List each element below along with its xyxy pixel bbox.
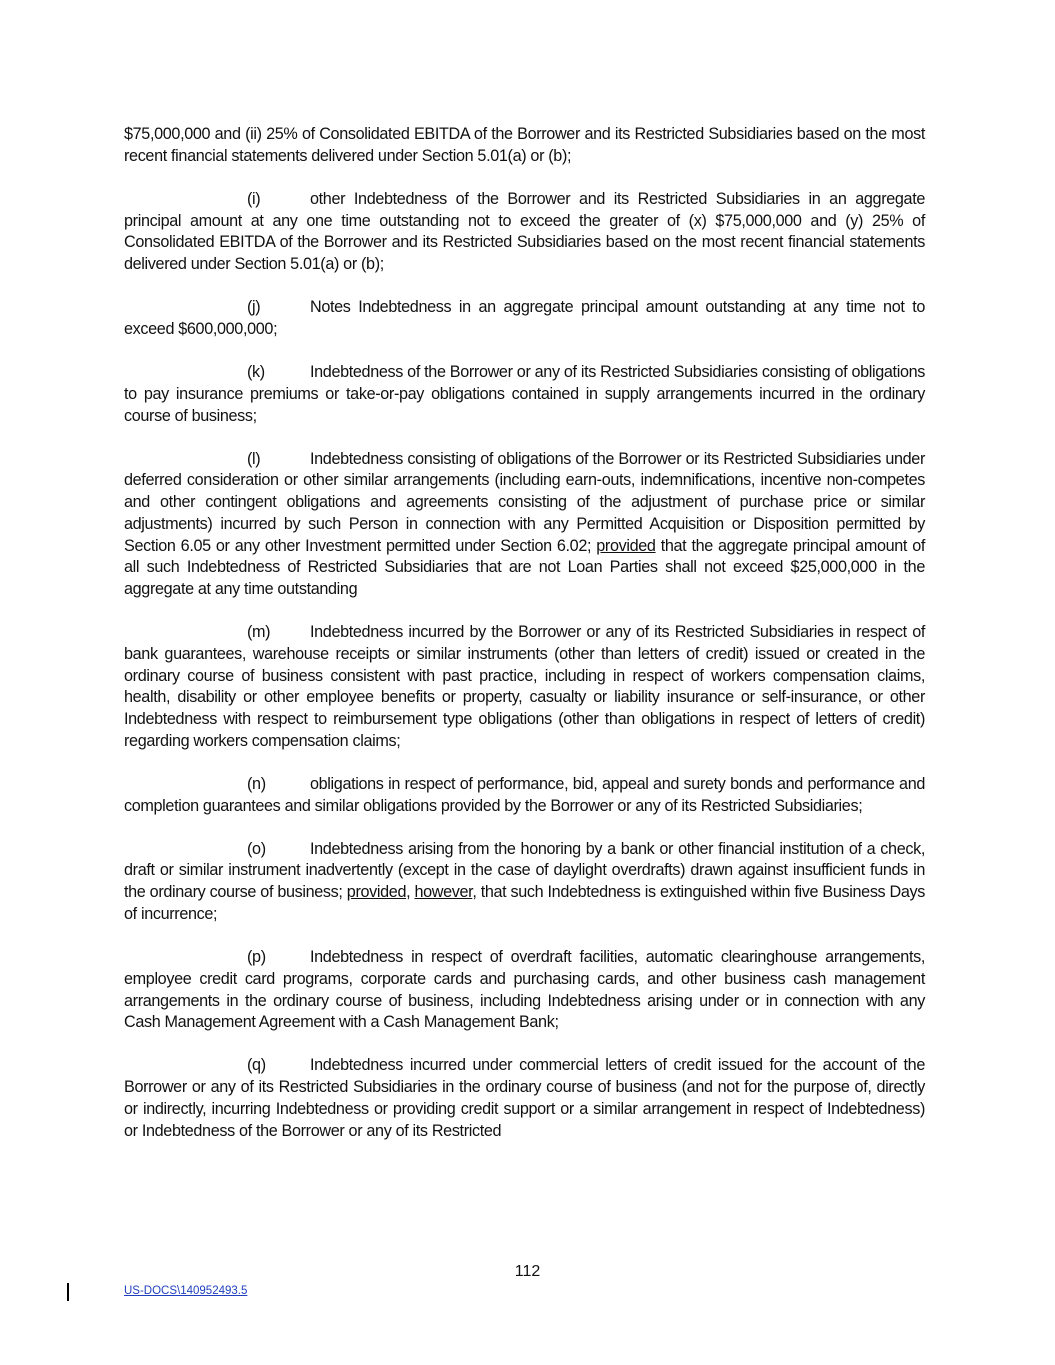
document-id-link[interactable]: US-DOCS\140952493.5: [124, 1285, 248, 1297]
clause-q: [124, 1055, 925, 1142]
clause-label: (k): [247, 363, 265, 382]
separator: ,: [406, 883, 411, 902]
clause-text: Indebtedness consisting of obligations of the Borrower or its Restricted Subsidiaries under deferred consideration or other similar arrangements (including earn-outs, indemnifications, incentive non-competes and other contingent obligations and agreements consisting of the adjustment of purchase price or similar adjustments) incurred by such Person in connection with any Permitted Acquisition or Disposition permitted by Section 6.05 or any other Investment permitted under Section 6.02;: [124, 449, 925, 555]
clause-p: [124, 947, 925, 1034]
provided-term: provided: [596, 536, 656, 555]
revision-bar: [67, 1283, 69, 1301]
however-term: however: [414, 883, 473, 902]
page-number: 112: [514, 1263, 541, 1280]
clause-label: (p): [247, 948, 266, 967]
clause-n: [124, 774, 925, 817]
document-body: [124, 124, 925, 1164]
clause-l: [124, 449, 925, 601]
clause-k: [124, 362, 925, 427]
clause-label: (l): [247, 449, 261, 468]
clause-text: that the aggregate principal amount of all such Indebtedness of Restricted Subsidiaries that are not Loan Parties shall not exceed $25,000,000 in the aggregate at any time outstanding: [124, 536, 925, 598]
clause-text: Indebtedness in respect of overdraft facilities, automatic clearinghouse arrangements, employee credit card programs, corporate cards and purchasing cards, and other business cash management arrangements in the ordinary course of business, including Indebtedness arising under or in connection with any Cash Management Agreement with a Cash Management Bank;: [124, 948, 925, 1032]
clause-text: Indebtedness incurred under commercial letters of credit issued for the account of the Borrower or any of its Restricted Subsidiaries in the ordinary course of business (and not for the purpose of, directly or indirectly, incurring Indebtedness or providing credit support or a similar arrangement in respect of Indebtedness) or Indebtedness of the Borrower or any of its Restricted: [124, 1056, 925, 1140]
clause-text: , that such Indebtedness is extinguished within five Business Days of incurrence;: [124, 883, 926, 923]
clause-text: obligations in respect of performance, bid, appeal and surety bonds and performance and completion guarantees and similar obligations provided by the Borrower or any of its Restricted Subsidiaries;: [124, 774, 925, 815]
provided-term: provided: [346, 883, 407, 902]
clause-text: Indebtedness incurred by the Borrower or any of its Restricted Subsidiaries in respect of bank guarantees, warehouse receipts or similar instruments (other than letters of credit) issued or created in the ordinary course of business consistent with past practice, including in respect of workers compensation claims, health, disability or other employee benefits or property, casualty or liability insurance or self-insurance, or other Indebtedness with respect to reimbursement type obligations (other than obligations in respect of letters of credit) regarding workers compensation claims;: [124, 623, 925, 750]
clause-label: (i): [247, 189, 261, 208]
clause-o: [124, 839, 925, 926]
clause-j: [124, 297, 925, 340]
clause-label: (m): [247, 623, 271, 642]
clause-m: [124, 622, 925, 752]
clause-label: (j): [247, 298, 261, 317]
clause-label: (o): [247, 839, 266, 858]
clause-i: [124, 189, 925, 276]
clause-text: Indebtedness arising from the honoring by a bank or other financial institution of a check, draft or similar instrument inadvertently (except in the case of daylight overdrafts) drawn against insufficient funds in the ordinary course of business;: [124, 839, 925, 902]
clause-text: other Indebtedness of the Borrower and its Restricted Subsidiaries in an aggregate principal amount at any one time outstanding not to exceed the greater of (x) $75,000,000 and (y) 25% of Consolidated EBITDA of the Borrower and its Restricted Subsidiaries based on the most recent financial statements delivered under Section 5.01(a) or (b);: [124, 189, 925, 274]
continuation-paragraph: $75,000,000 and (ii) 25% of Consolidated EBITDA of the Borrower and its Restricted Subsidiaries based on the most recent financial statements delivered under Section 5.01(a) or (b);: [124, 125, 925, 165]
clause-label: (n): [247, 774, 266, 793]
clause-text: Indebtedness of the Borrower or any of its Restricted Subsidiaries consisting of obligations to pay insurance premiums or take-or-pay obligations contained in supply arrangements incurred in the ordinary course of business;: [124, 363, 925, 425]
clause-label: (q): [247, 1056, 266, 1075]
clause-text: Notes Indebtedness in an aggregate principal amount outstanding at any time not to exceed $600,000,000;: [124, 298, 925, 338]
